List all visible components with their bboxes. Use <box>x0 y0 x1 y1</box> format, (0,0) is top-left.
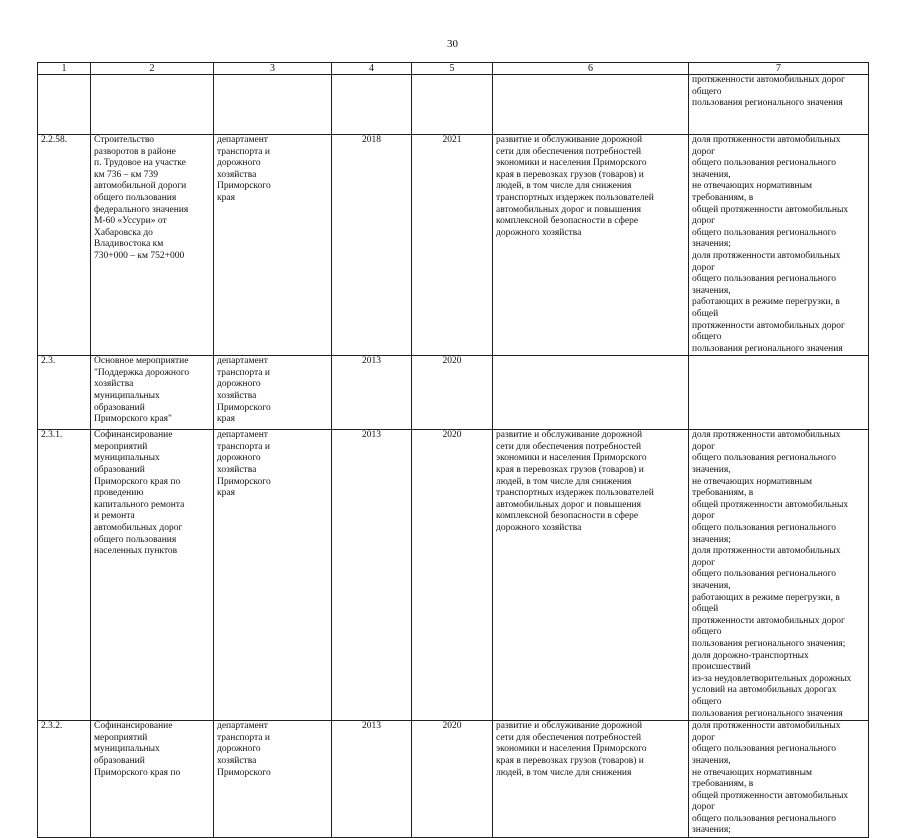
row-start-year: 2013 <box>332 430 412 721</box>
row-indicator <box>689 356 869 430</box>
header-cell: 4 <box>332 63 412 75</box>
row-name: Софинансирование мероприятий муниципальных образований Приморского края по проведению капитального ремонта и ремонта автомобильных дорог общего пользования населенных пунктов <box>91 430 214 721</box>
table-row <box>38 135 869 356</box>
row-end-year <box>412 75 493 135</box>
row-end-year: 2020 <box>412 430 493 721</box>
row-indicator: доля протяженности автомобильных дорог общего пользования регионального значения, не отвечающих нормативным требованиям, в общей протяженности автомобильных дорог общего пользования регионального значения; доля протяженности автомобильных дорог общего пользования регионального значения, работающих в режиме перегрузки, в общей протяженности автомобильных дорог общего пользования регионального значения; доля дорожно-транспортных происшествий из-за неудовлетворительных дорожных условий на автомобильных дорогах общего пользования регионального значения <box>689 430 869 721</box>
table-row <box>38 75 869 135</box>
row-indicator: доля протяженности автомобильных дорог общего пользования регионального значения, не отвечающих нормативным требованиям, в общей протяженности автомобильных дорог общего пользования регионального значения; <box>689 721 869 838</box>
row-name: Софинансирование мероприятий муниципальных образований Приморского края по <box>91 721 214 838</box>
row-result: развитие и обслуживание дорожной сети для обеспечения потребностей экономики и населения Приморского края в перевозках грузов (товаров) и людей, в том числе для снижения транспортных издержек пользователей автомобильных дорог и повышения комплексной безопасности в сфере дорожного хозяйства <box>493 135 689 356</box>
row-result: развитие и обслуживание дорожной сети для обеспечения потребностей экономики и населения Приморского края в перевозках грузов (товаров) и людей, в том числе для снижения транспортных издержек пользователей автомобильных дорог и повышения комплексной безопасности в сфере дорожного хозяйства <box>493 430 689 721</box>
header-cell: 7 <box>689 63 869 75</box>
row-id: 2.3.1. <box>38 430 91 721</box>
row-result: развитие и обслуживание дорожной сети для обеспечения потребностей экономики и населения Приморского края в перевозках грузов (товаров) и людей, в том числе для снижения <box>493 721 689 838</box>
row-name: Основное мероприятие "Поддержка дорожного хозяйства муниципальных образований Приморского края" <box>91 356 214 430</box>
row-end-year: 2020 <box>412 356 493 430</box>
header-cell: 2 <box>91 63 214 75</box>
row-start-year: 2018 <box>332 135 412 356</box>
page-number: 30 <box>447 38 458 50</box>
header-cell: 5 <box>412 63 493 75</box>
row-indicator: протяженности автомобильных дорог общего пользования регионального значения <box>689 75 869 135</box>
row-id <box>38 75 91 135</box>
row-end-year: 2021 <box>412 135 493 356</box>
row-id: 2.2.58. <box>38 135 91 356</box>
header-row <box>38 63 869 75</box>
row-executor: департамент транспорта и дорожного хозяйства Приморского края <box>214 430 332 721</box>
table-row <box>38 430 869 721</box>
table-row <box>38 721 869 838</box>
row-end-year: 2020 <box>412 721 493 838</box>
row-indicator: доля протяженности автомобильных дорог общего пользования регионального значения, не отвечающих нормативным требованиям, в общей протяженности автомобильных дорог общего пользования регионального значения; доля протяженности автомобильных дорог общего пользования регионального значения, работающих в режиме перегрузки, в общей протяженности автомобильных дорог общего пользования регионального значения <box>689 135 869 356</box>
header-cell: 3 <box>214 63 332 75</box>
program-table <box>37 62 869 838</box>
row-start-year: 2013 <box>332 356 412 430</box>
row-executor: департамент транспорта и дорожного хозяйства Приморского края <box>214 135 332 356</box>
header-cell: 1 <box>38 63 91 75</box>
row-start-year: 2013 <box>332 721 412 838</box>
row-name: Строительство разворотов в районе п. Трудовое на участке км 736 – км 739 автомобильной дороги общего пользования федерального значения М-60 «Уссури» от Хабаровска до Владивостока км 730+000 – км 752+000 <box>91 135 214 356</box>
row-executor: департамент транспорта и дорожного хозяйства Приморского края <box>214 356 332 430</box>
row-id: 2.3. <box>38 356 91 430</box>
row-result <box>493 75 689 135</box>
table-row <box>38 356 869 430</box>
header-cell: 6 <box>493 63 689 75</box>
row-id: 2.3.2. <box>38 721 91 838</box>
row-start-year <box>332 75 412 135</box>
row-result <box>493 356 689 430</box>
row-executor <box>214 75 332 135</box>
row-name <box>91 75 214 135</box>
row-executor: департамент транспорта и дорожного хозяйства Приморского <box>214 721 332 838</box>
